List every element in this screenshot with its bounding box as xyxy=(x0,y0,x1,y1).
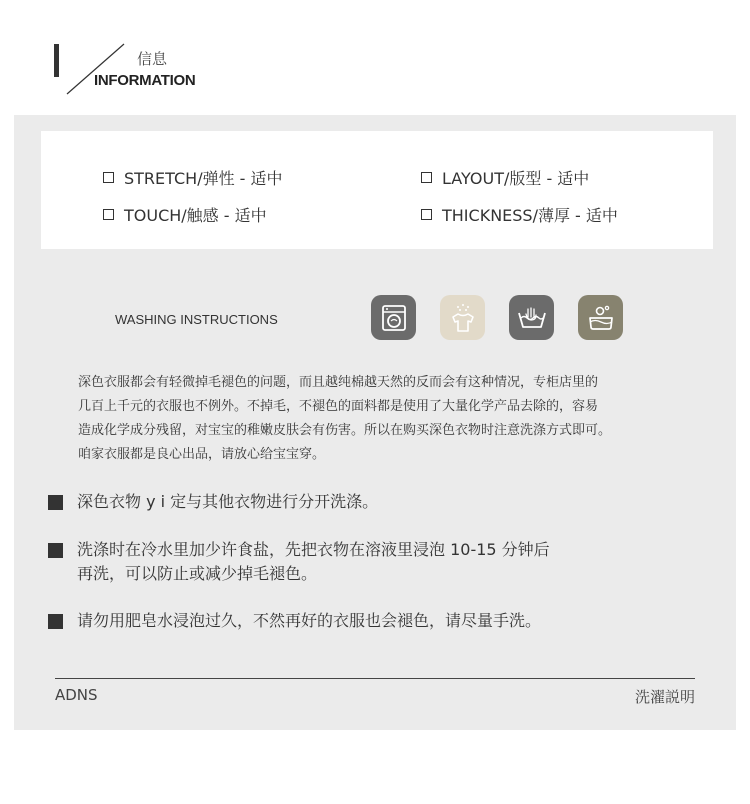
attribute-label: LAYOUT/版型 - 适中 xyxy=(442,169,590,188)
attribute-label: STRETCH/弹性 - 适中 xyxy=(124,169,283,188)
washing-machine-icon xyxy=(371,295,416,340)
paragraph-line: 咱家衣服都是良心出品，请放心给宝宝穿。 xyxy=(78,447,326,462)
title-chinese: 信息 xyxy=(137,50,168,68)
hand-wash-basin-icon xyxy=(509,295,554,340)
content-panel xyxy=(14,115,736,730)
paragraph-line: 深色衣服都会有轻微掉毛褪色的问题，而且越纯棉越天然的反而会有这种情况，专柜店里的 xyxy=(78,375,599,390)
paragraph-line: 造成化学成分残留，对宝宝的稚嫩皮肤会有伤害。所以在购买深色衣物时注意洗涤方式即可。 xyxy=(78,423,612,438)
attribute-layout xyxy=(421,166,589,189)
checkbox[interactable] xyxy=(421,172,432,183)
attribute-touch xyxy=(103,203,267,226)
gentle-wash-icon xyxy=(578,295,623,340)
attribute-label: TOUCH/触感 - 适中 xyxy=(124,206,267,225)
dry-clean-shirt-icon xyxy=(440,295,485,340)
bullet-square-icon xyxy=(48,614,63,629)
washing-instructions-label: WASHING INSTRUCTIONS xyxy=(115,312,278,327)
bullet-item xyxy=(48,538,550,586)
checkbox[interactable] xyxy=(103,172,114,183)
attribute-stretch xyxy=(103,166,283,189)
bullet-text: 深色衣物 y i 定与其他衣物进行分开洗涤。 xyxy=(77,492,379,511)
footer-divider xyxy=(55,678,695,679)
bullet-text: 请勿用肥皂水浸泡过久，不然再好的衣服也会褪色，请尽量手洗。 xyxy=(77,611,542,630)
title-english: INFORMATION xyxy=(94,72,196,89)
attribute-thickness xyxy=(421,203,618,226)
title-bar-accent xyxy=(54,44,59,77)
bullet-square-icon xyxy=(48,495,63,510)
bullet-text: 再洗，可以防止或减少掉毛褪色。 xyxy=(77,564,318,583)
attribute-label: THICKNESS/薄厚 - 适中 xyxy=(442,206,618,225)
brand-name: ADNS xyxy=(55,686,98,704)
bullet-item xyxy=(48,490,378,514)
bullet-item xyxy=(48,609,541,633)
bullet-square-icon xyxy=(48,543,63,558)
care-paragraph xyxy=(78,371,698,467)
paragraph-line: 几百上千元的衣服也不例外。不掉毛，不褪色的面料都是使用了大量化学产品去除的，容易 xyxy=(78,399,599,414)
footer-caption: 洗濯説明 xyxy=(634,688,695,706)
header xyxy=(0,0,750,115)
checkbox[interactable] xyxy=(421,209,432,220)
checkbox[interactable] xyxy=(103,209,114,220)
attributes-box xyxy=(41,131,713,249)
bullet-text: 洗涤时在冷水里加少许食盐，先把衣物在溶液里浸泡 10-15 分钟后 xyxy=(77,540,550,559)
